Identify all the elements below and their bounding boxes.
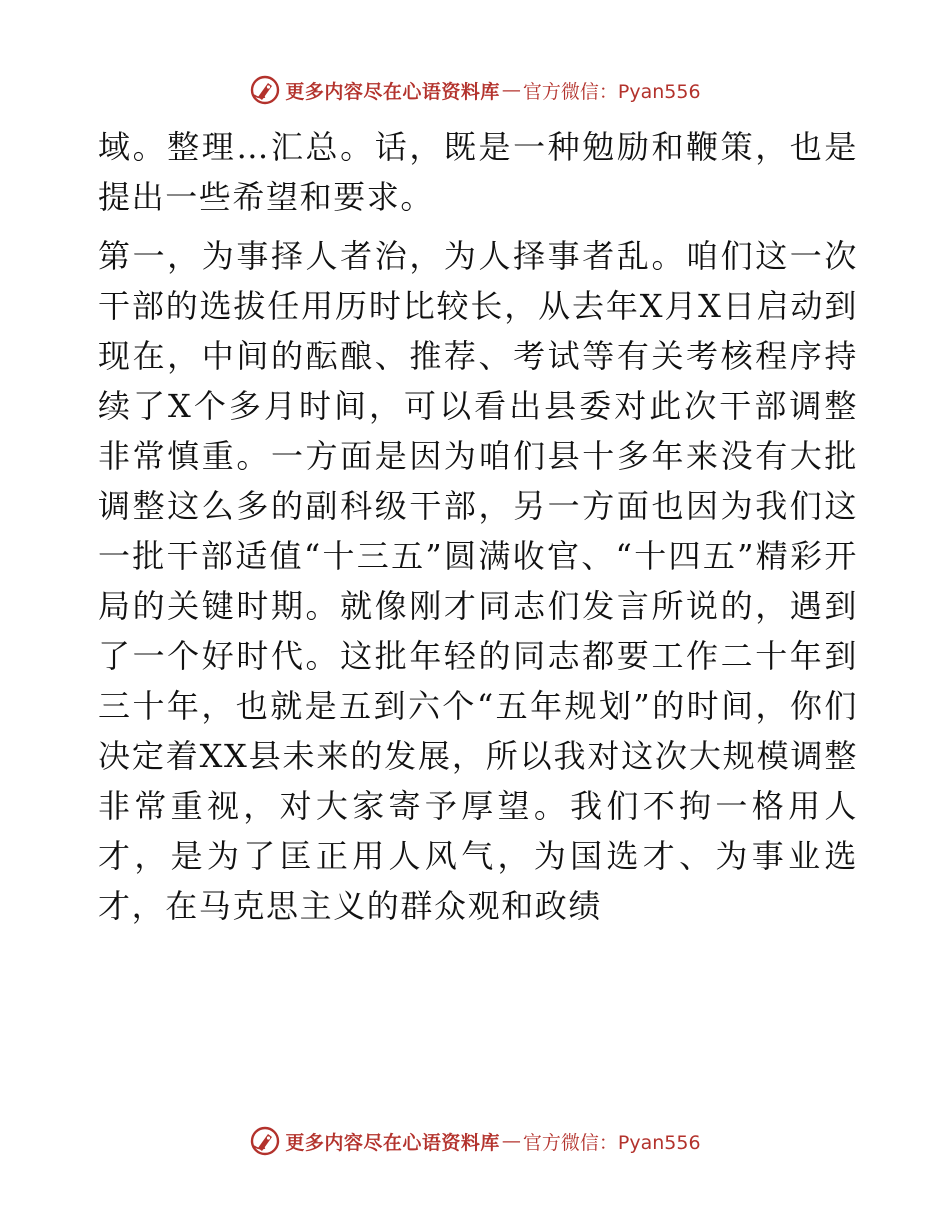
banner-separator: — [501, 1130, 521, 1152]
footer-banner [0, 1121, 950, 1161]
document-body [98, 122, 858, 931]
pen-nib-logo-icon [249, 1125, 281, 1157]
banner-brand-text: 更多内容尽在心语资料库 [285, 80, 500, 103]
banner-separator: — [501, 79, 521, 101]
banner-brand-text: 更多内容尽在心语资料库 [285, 1131, 500, 1154]
header-banner [0, 70, 950, 110]
pen-nib-logo-icon [249, 74, 281, 106]
banner-wechat-text: 官方微信：Pyan556 [522, 80, 701, 103]
paragraph: 域。整理…汇总。话，既是一种勉励和鞭策，也是提出一些希望和要求。 [98, 128, 858, 216]
banner-wechat-text: 官方微信：Pyan556 [522, 1131, 701, 1154]
paragraph: 第一，为事择人者治，为人择事者乱。咱们这一次干部的选拔任用历时比较长，从去年X月X日启动到现在，中间的酝酿、推荐、考试等有关考核程序持续了X个多月时间，可以看出县委对此次干部调整非常慎重。一方面是因为咱们县十多年来没有大批调整这么多的副科级干部，另一方面也因为我们这一批干部适值“十三五”圆满收官、“十四五”精彩开局的关键时期。就像刚才同志们发言所说的，遇到了一个好时代。这批年轻的同志都要工作二十年到三十年，也就是五到六个“五年规划”的时间，你们决定着XX县未来的发展，所以我对这次大规模调整非常重视，对大家寄予厚望。我们不拘一格用人才，是为了匡正用人风气，为国选才、为事业选才，在马克思主义的群众观和政绩 [98, 237, 858, 925]
